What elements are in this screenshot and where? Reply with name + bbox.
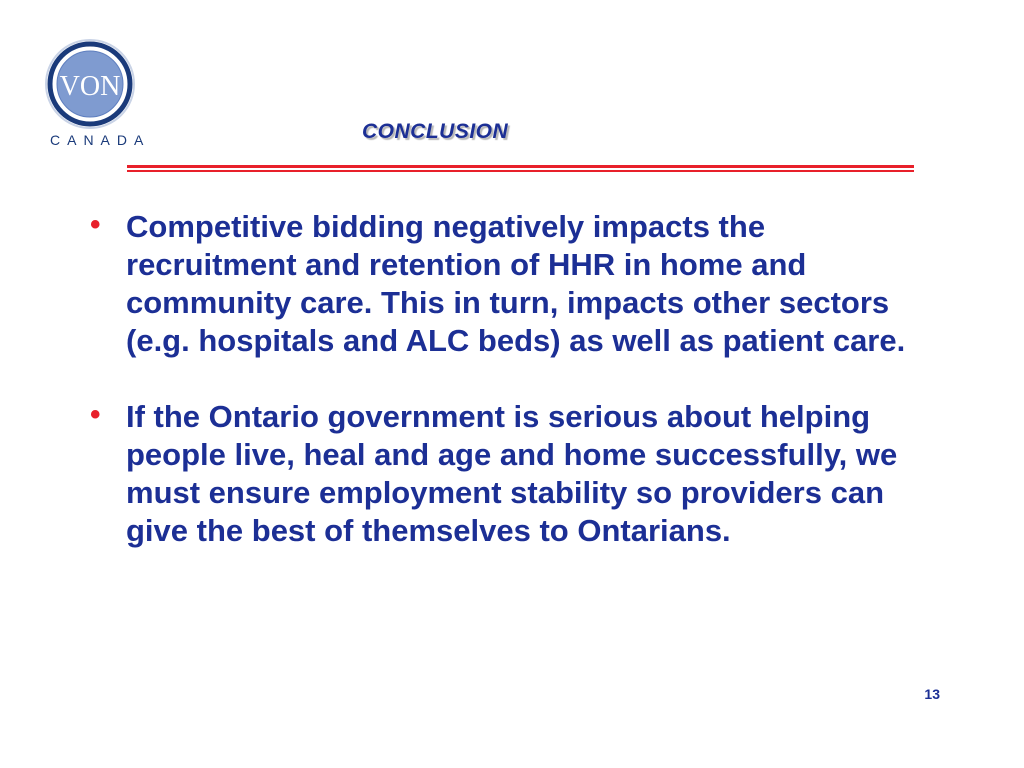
title-divider-top [127,165,914,168]
bullet-list [88,208,948,588]
title-divider-bottom [127,170,914,172]
logo-monogram: VON [59,71,121,102]
bullet-text: If the Ontario government is serious about helping people live, heal and age and home successfully, we must ensure employment stability so providers can give the best of themselves to Ontarians. [126,399,898,548]
bullet-item [88,398,948,550]
logo-wordmark: CANADA [50,132,151,148]
bullet-text: Competitive bidding negatively impacts the recruitment and retention of HHR in home and community care. This in turn, impacts other sectors (e.g. hospitals and ALC beds) as well as patient care. [126,209,906,358]
bullet-icon: • [90,208,101,241]
bullet-item [88,208,948,360]
slide-title: CONCLUSION [362,120,509,143]
von-canada-logo [44,38,151,158]
von-canada-logo-icon [44,38,136,130]
page-number: 13 [924,686,940,702]
bullet-icon: • [90,398,101,431]
